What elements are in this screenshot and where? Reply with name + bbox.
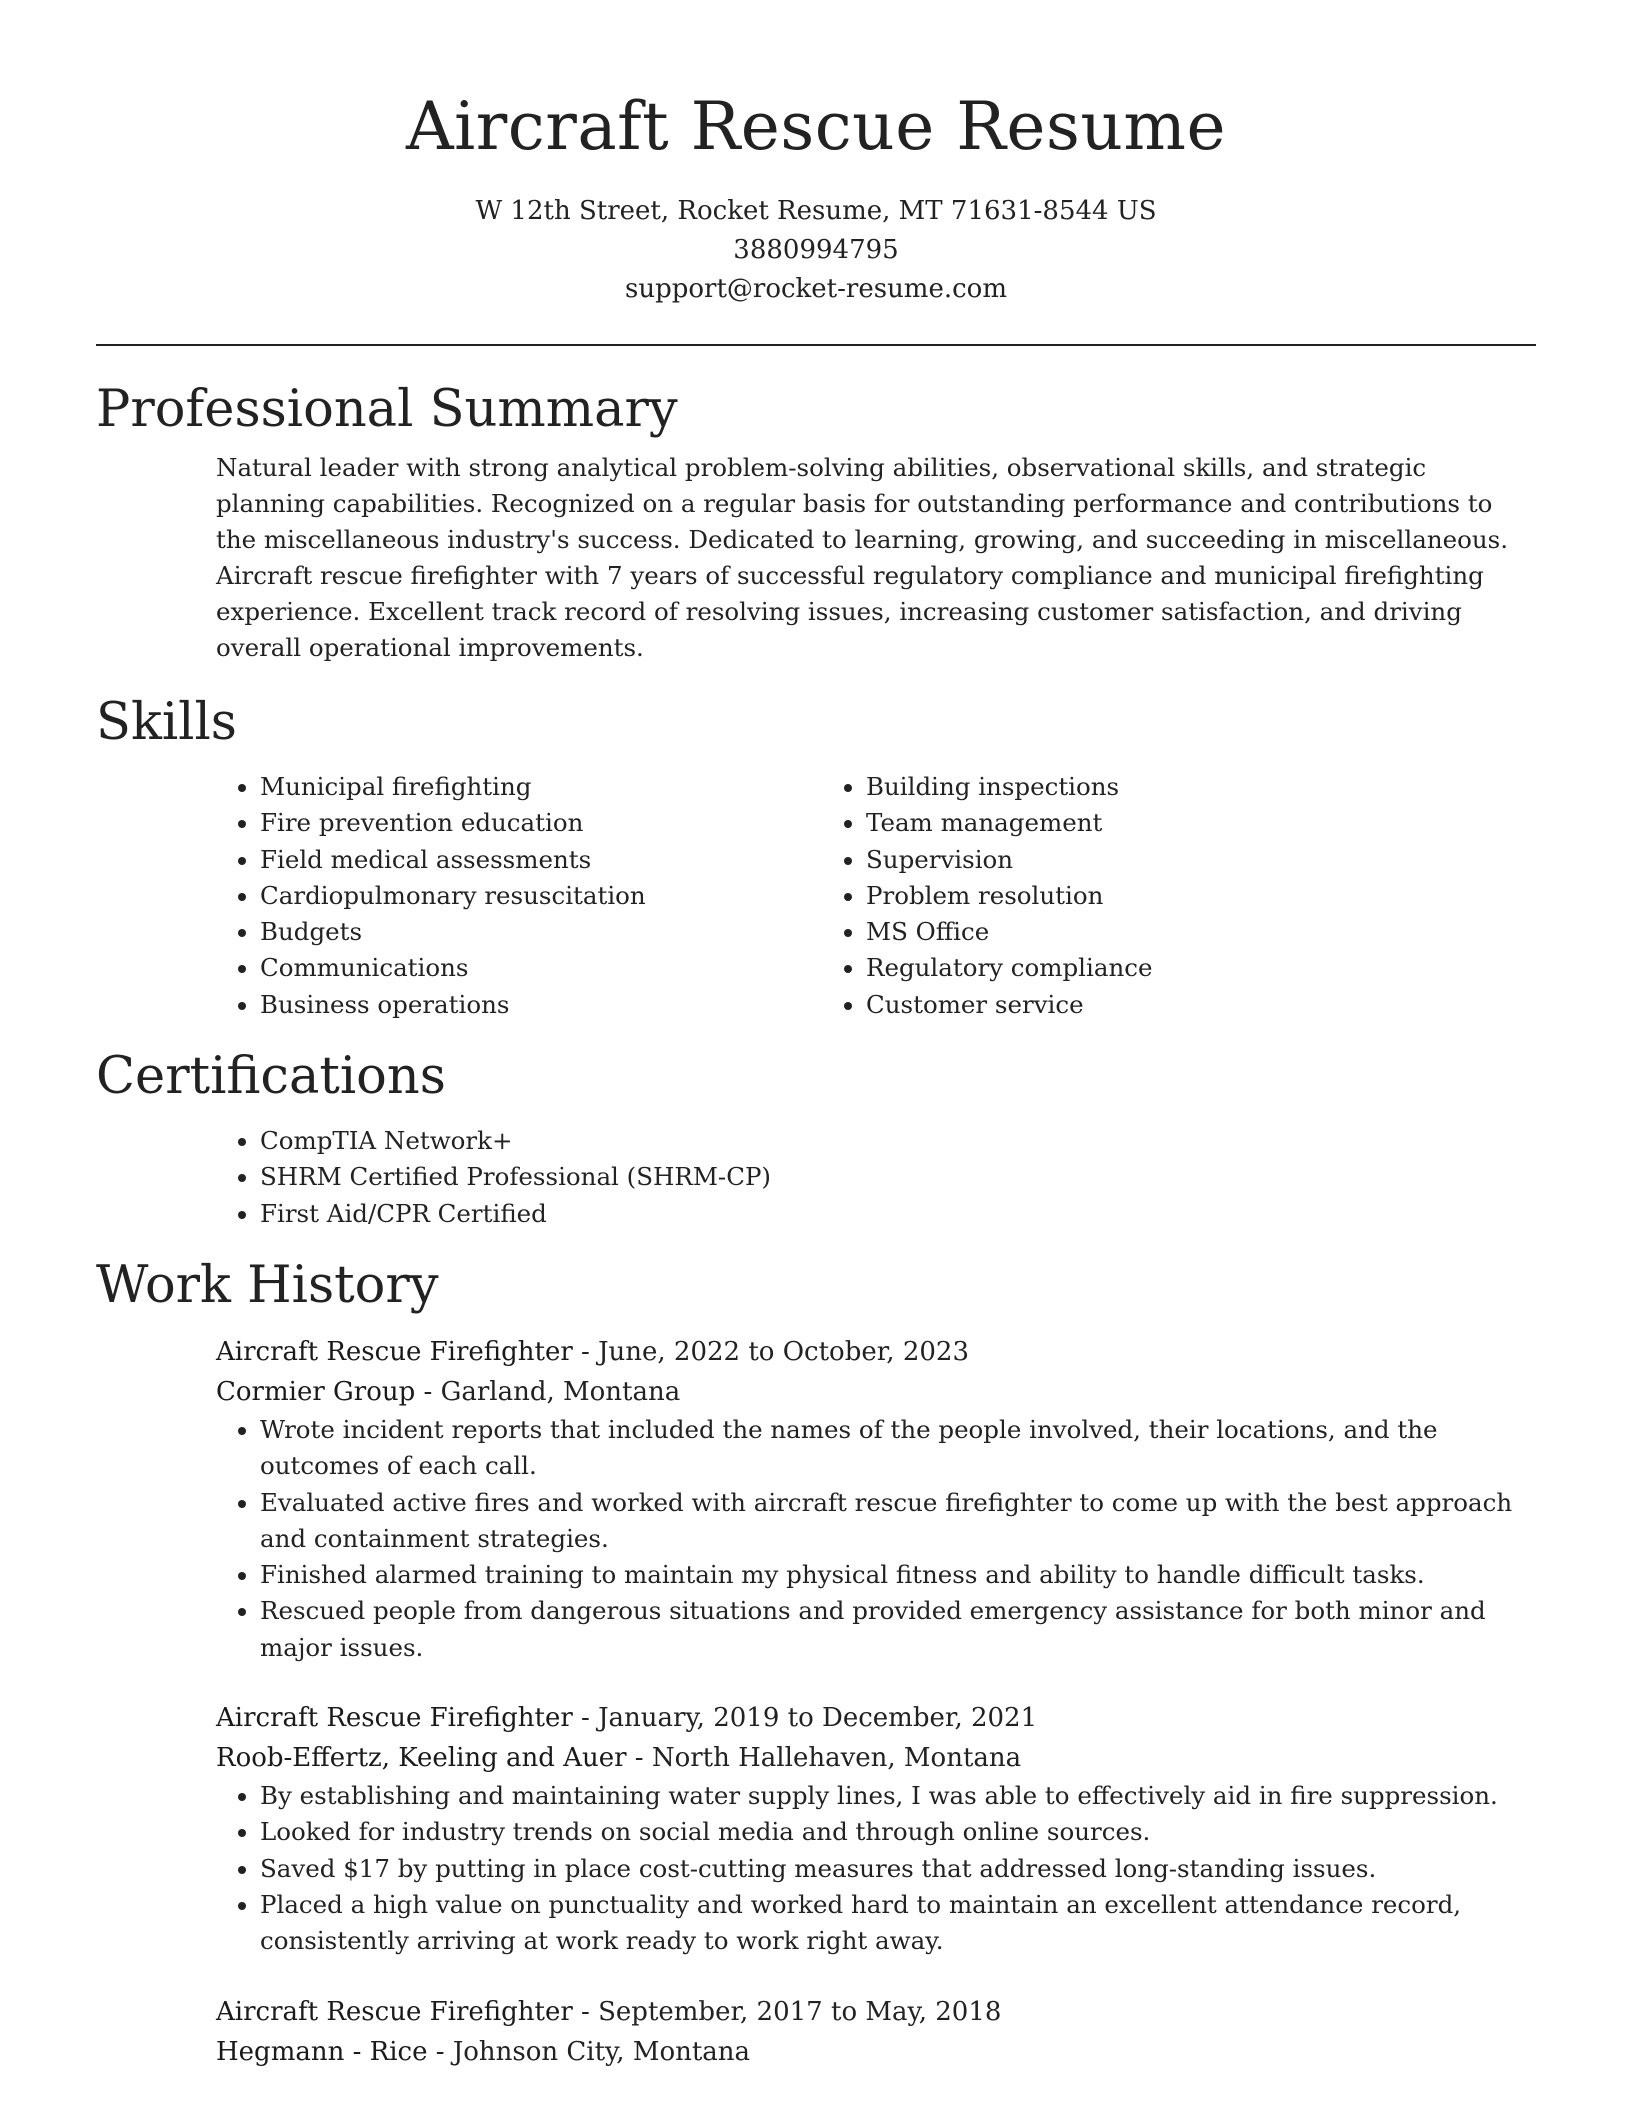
skill-item: • Field medical assessments [260,842,822,878]
skill-item: • Supervision [866,842,1152,878]
skills-list [216,769,1536,1023]
job-duty: • Rescued people from dangerous situations and provided emergency assistance for both minor and major issues. [260,1593,1536,1666]
job-title-line [216,1698,1536,1738]
job-role: Aircraft Rescue Firefighter [216,1703,573,1734]
skills-heading: Skills [96,693,237,752]
header-divider [96,344,1536,346]
job-location: - Garland, Montana [415,1376,681,1407]
job-duties [216,1412,1536,1666]
skill-item: • Budgets [260,914,822,950]
contact-phone: 3880994795 [733,235,899,265]
job-company-line [216,1738,1536,1778]
skill-item: • Fire prevention education [260,805,822,841]
skill-item: • Cardiopulmonary resuscitation [260,878,822,914]
certifications-heading: Certifications [96,1047,446,1107]
contact-address: W 12th Street, Rocket Resume, MT 71631-8544 US [475,196,1157,226]
job-company: Cormier Group [216,1376,416,1407]
resume-header [96,0,1536,309]
job-location: - Johnson City, Montana [427,2036,751,2067]
job-duty: • Evaluated active fires and worked with aircraft rescue firefighter to come up with the best approach and containment strategies. [260,1485,1536,1558]
skill-item: • Municipal firefighting [260,769,822,805]
job-role: Aircraft Rescue Firefighter [216,1336,573,1367]
job-company: Hegmann - Rice [216,2036,428,2067]
job-duty: • Wrote incident reports that included the names of the people involved, their locations, and the outcomes of each call. [260,1412,1536,1485]
certification-item: • CompTIA Network+ [260,1123,1536,1159]
contact-block [96,192,1536,309]
job-company: Roob-Effertz, Keeling and Auer [216,1743,627,1774]
contact-email: support@rocket-resume.com [624,274,1007,304]
job-duty: • By establishing and maintaining water supply lines, I was able to effectively aid in fire suppression. [260,1778,1536,1814]
job-dates: - September, 2017 to May, 2018 [572,1996,1002,2027]
skill-item: • Regulatory compliance [866,950,1152,986]
work-history-heading: Work History [96,1255,439,1315]
certification-item: • SHRM Certified Professional (SHRM-CP) [260,1159,1536,1195]
skill-item: • Customer service [866,987,1152,1023]
skill-item: • Communications [260,950,822,986]
job-title-line [216,1992,1536,2032]
job-entry [216,1332,1536,1666]
certification-item: • First Aid/CPR Certified [260,1196,1536,1232]
job-company-line [216,1372,1536,1412]
job-role: Aircraft Rescue Firefighter [216,1996,573,2027]
job-duty: • Saved $17 by putting in place cost-cutting measures that addressed long-standing issues. [260,1851,1536,1887]
job-duty: • Placed a high value on punctuality and worked hard to maintain an excellent attendance record, consistently arriving at work ready to work right away. [260,1887,1536,1960]
resume-page [96,0,1536,2072]
job-dates: - June, 2022 to October, 2023 [572,1336,970,1367]
skill-item: • Team management [866,805,1152,841]
job-duty: • Finished alarmed training to maintain my physical fitness and ability to handle difficult tasks. [260,1557,1536,1593]
job-location: - North Hallehaven, Montana [626,1743,1022,1774]
skill-item: • MS Office [866,914,1152,950]
job-entry [216,1992,1536,2072]
skill-item: • Problem resolution [866,878,1152,914]
job-title-line [216,1332,1536,1372]
job-dates: - January, 2019 to December, 2021 [572,1703,1038,1734]
skills-column-2 [822,769,1152,1023]
summary-heading: Professional Summary [96,380,678,439]
job-duty: • Looked for industry trends on social media and through online sources. [260,1814,1536,1850]
job-company-line [216,2032,1536,2072]
skills-column-1 [216,769,822,1023]
job-duties [216,1778,1536,1959]
job-entry [216,1698,1536,1959]
certifications-list [216,1123,1536,1232]
skill-item: • Building inspections [866,769,1152,805]
resume-title: Aircraft Rescue Resume [405,88,1226,165]
summary-text: Natural leader with strong analytical problem-solving abilities, observational skills, and strategic planning capabilities. Recognized on a regular basis for outstanding performance and contributions to the miscellaneous industry's success. Dedicated to learning, growing, and succeeding in miscellaneous. Aircraft rescue firefighter with 7 years of successful regulatory compliance and municipal firefighting experience. Excellent track record of resolving issues, increasing customer satisfaction, and driving overall operational improvements. [216,453,1508,662]
skill-item: • Business operations [260,987,822,1023]
